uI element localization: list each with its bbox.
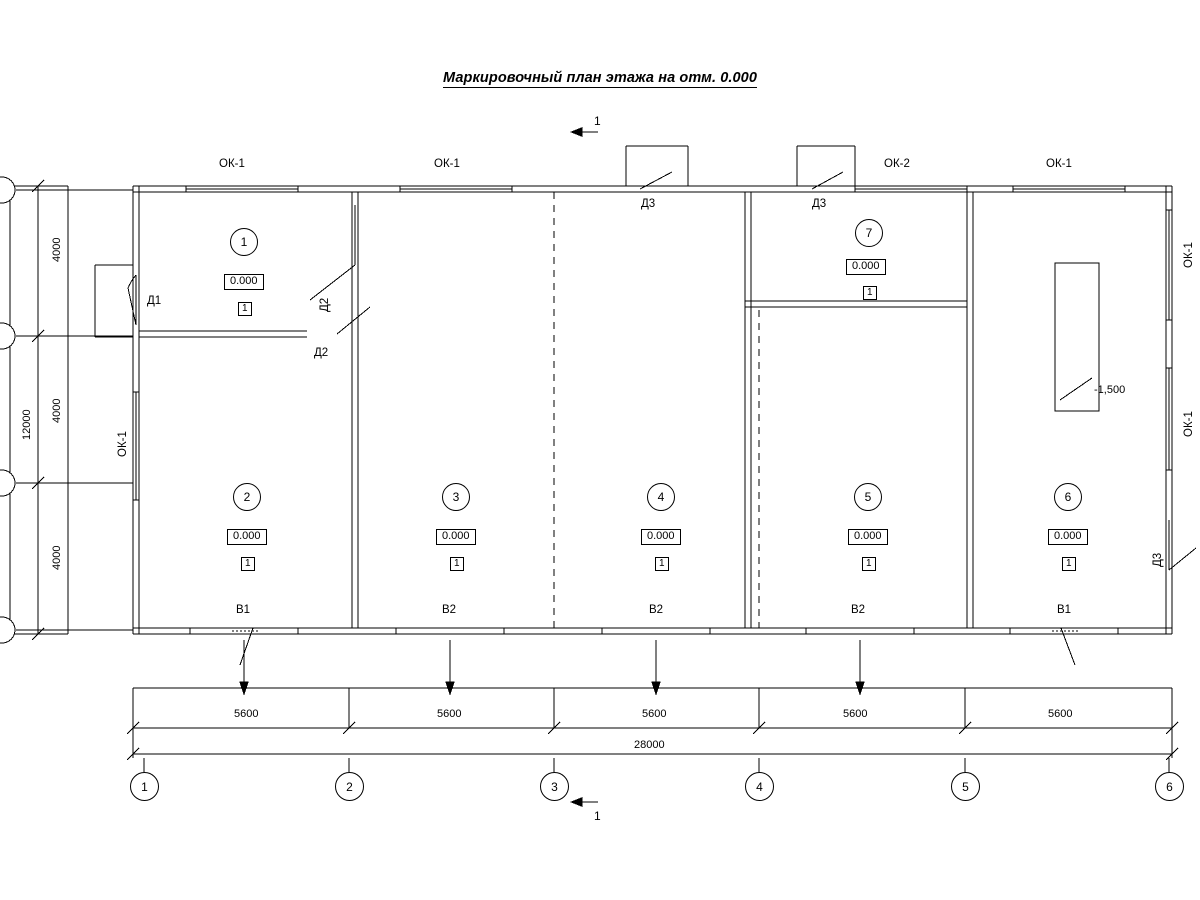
room-finish-6: 1 bbox=[1062, 557, 1076, 571]
room-finish-5: 1 bbox=[862, 557, 876, 571]
room-number-5: 5 bbox=[854, 483, 882, 511]
dimension-bay-1: 5600 bbox=[234, 708, 259, 720]
dimension-bay-2: 5600 bbox=[437, 708, 462, 720]
axis-bubble-5[interactable]: 5 bbox=[951, 772, 980, 801]
room-finish-4: 1 bbox=[655, 557, 669, 571]
room-number-3: 3 bbox=[442, 483, 470, 511]
axis-bubble-1[interactable]: 1 bbox=[130, 772, 159, 801]
dimension-span-2: 4000 bbox=[51, 398, 63, 423]
window-label-ok1-top-2: ОК-1 bbox=[434, 158, 460, 170]
window-label-ok1-top-1: ОК-1 bbox=[219, 158, 245, 170]
level-mark-minus-1500: -1,500 bbox=[1094, 384, 1126, 396]
dimension-span-3: 4000 bbox=[51, 545, 63, 570]
room-elevation-7: 0.000 bbox=[846, 259, 886, 275]
room-elevation-3: 0.000 bbox=[436, 529, 476, 545]
room-elevation-4: 0.000 bbox=[641, 529, 681, 545]
dimension-total-length: 28000 bbox=[634, 739, 665, 751]
room-finish-2: 1 bbox=[241, 557, 255, 571]
dimension-total-width: 12000 bbox=[21, 409, 33, 440]
drawing-title: Маркировочный план этажа на отм. 0.000 bbox=[442, 70, 758, 86]
room-elevation-5: 0.000 bbox=[848, 529, 888, 545]
axis-bubble-3[interactable]: 3 bbox=[540, 772, 569, 801]
window-label-ok2-top: ОК-2 bbox=[884, 158, 910, 170]
door-label-d3-right: Д3 bbox=[1152, 552, 1164, 567]
room-number-1: 1 bbox=[230, 228, 258, 256]
dimension-bay-4: 5600 bbox=[843, 708, 868, 720]
window-label-ok1-left: ОК-1 bbox=[117, 431, 129, 457]
dimension-span-1: 4000 bbox=[51, 237, 63, 262]
axis-bubble-2[interactable]: 2 bbox=[335, 772, 364, 801]
gate-label-v1-left: В1 bbox=[236, 604, 251, 616]
room-finish-1: 1 bbox=[238, 302, 252, 316]
window-label-ok1-right-2: ОК-1 bbox=[1183, 411, 1195, 437]
room-elevation-6: 0.000 bbox=[1048, 529, 1088, 545]
room-elevation-2: 0.000 bbox=[227, 529, 267, 545]
axis-bubble-6[interactable]: 6 bbox=[1155, 772, 1184, 801]
gate-label-v1-right: В1 bbox=[1057, 604, 1072, 616]
room-number-7: 7 bbox=[855, 219, 883, 247]
door-label-d2-lower: Д2 bbox=[314, 347, 329, 359]
door-label-d3-left: Д3 bbox=[641, 198, 656, 210]
axis-bubble-4[interactable]: 4 bbox=[745, 772, 774, 801]
room-number-4: 4 bbox=[647, 483, 675, 511]
door-label-d3-mid: Д3 bbox=[812, 198, 827, 210]
room-finish-3: 1 bbox=[450, 557, 464, 571]
gate-label-v2-1: В2 bbox=[442, 604, 457, 616]
door-label-d1: Д1 bbox=[147, 295, 162, 307]
window-label-ok1-right-1: ОК-1 bbox=[1183, 242, 1195, 268]
gate-label-v2-2: В2 bbox=[649, 604, 664, 616]
room-finish-7: 1 bbox=[863, 286, 877, 300]
room-number-2: 2 bbox=[233, 483, 261, 511]
room-number-6: 6 bbox=[1054, 483, 1082, 511]
dimension-bay-3: 5600 bbox=[642, 708, 667, 720]
window-label-ok1-top-3: ОК-1 bbox=[1046, 158, 1072, 170]
gate-label-v2-3: В2 bbox=[851, 604, 866, 616]
room-elevation-1: 0.000 bbox=[224, 274, 264, 290]
section-mark-label-top: 1 bbox=[594, 114, 601, 128]
section-mark-label-bottom: 1 bbox=[594, 809, 601, 823]
dimension-bay-5: 5600 bbox=[1048, 708, 1073, 720]
door-label-d2-upper: Д2 bbox=[319, 297, 331, 312]
